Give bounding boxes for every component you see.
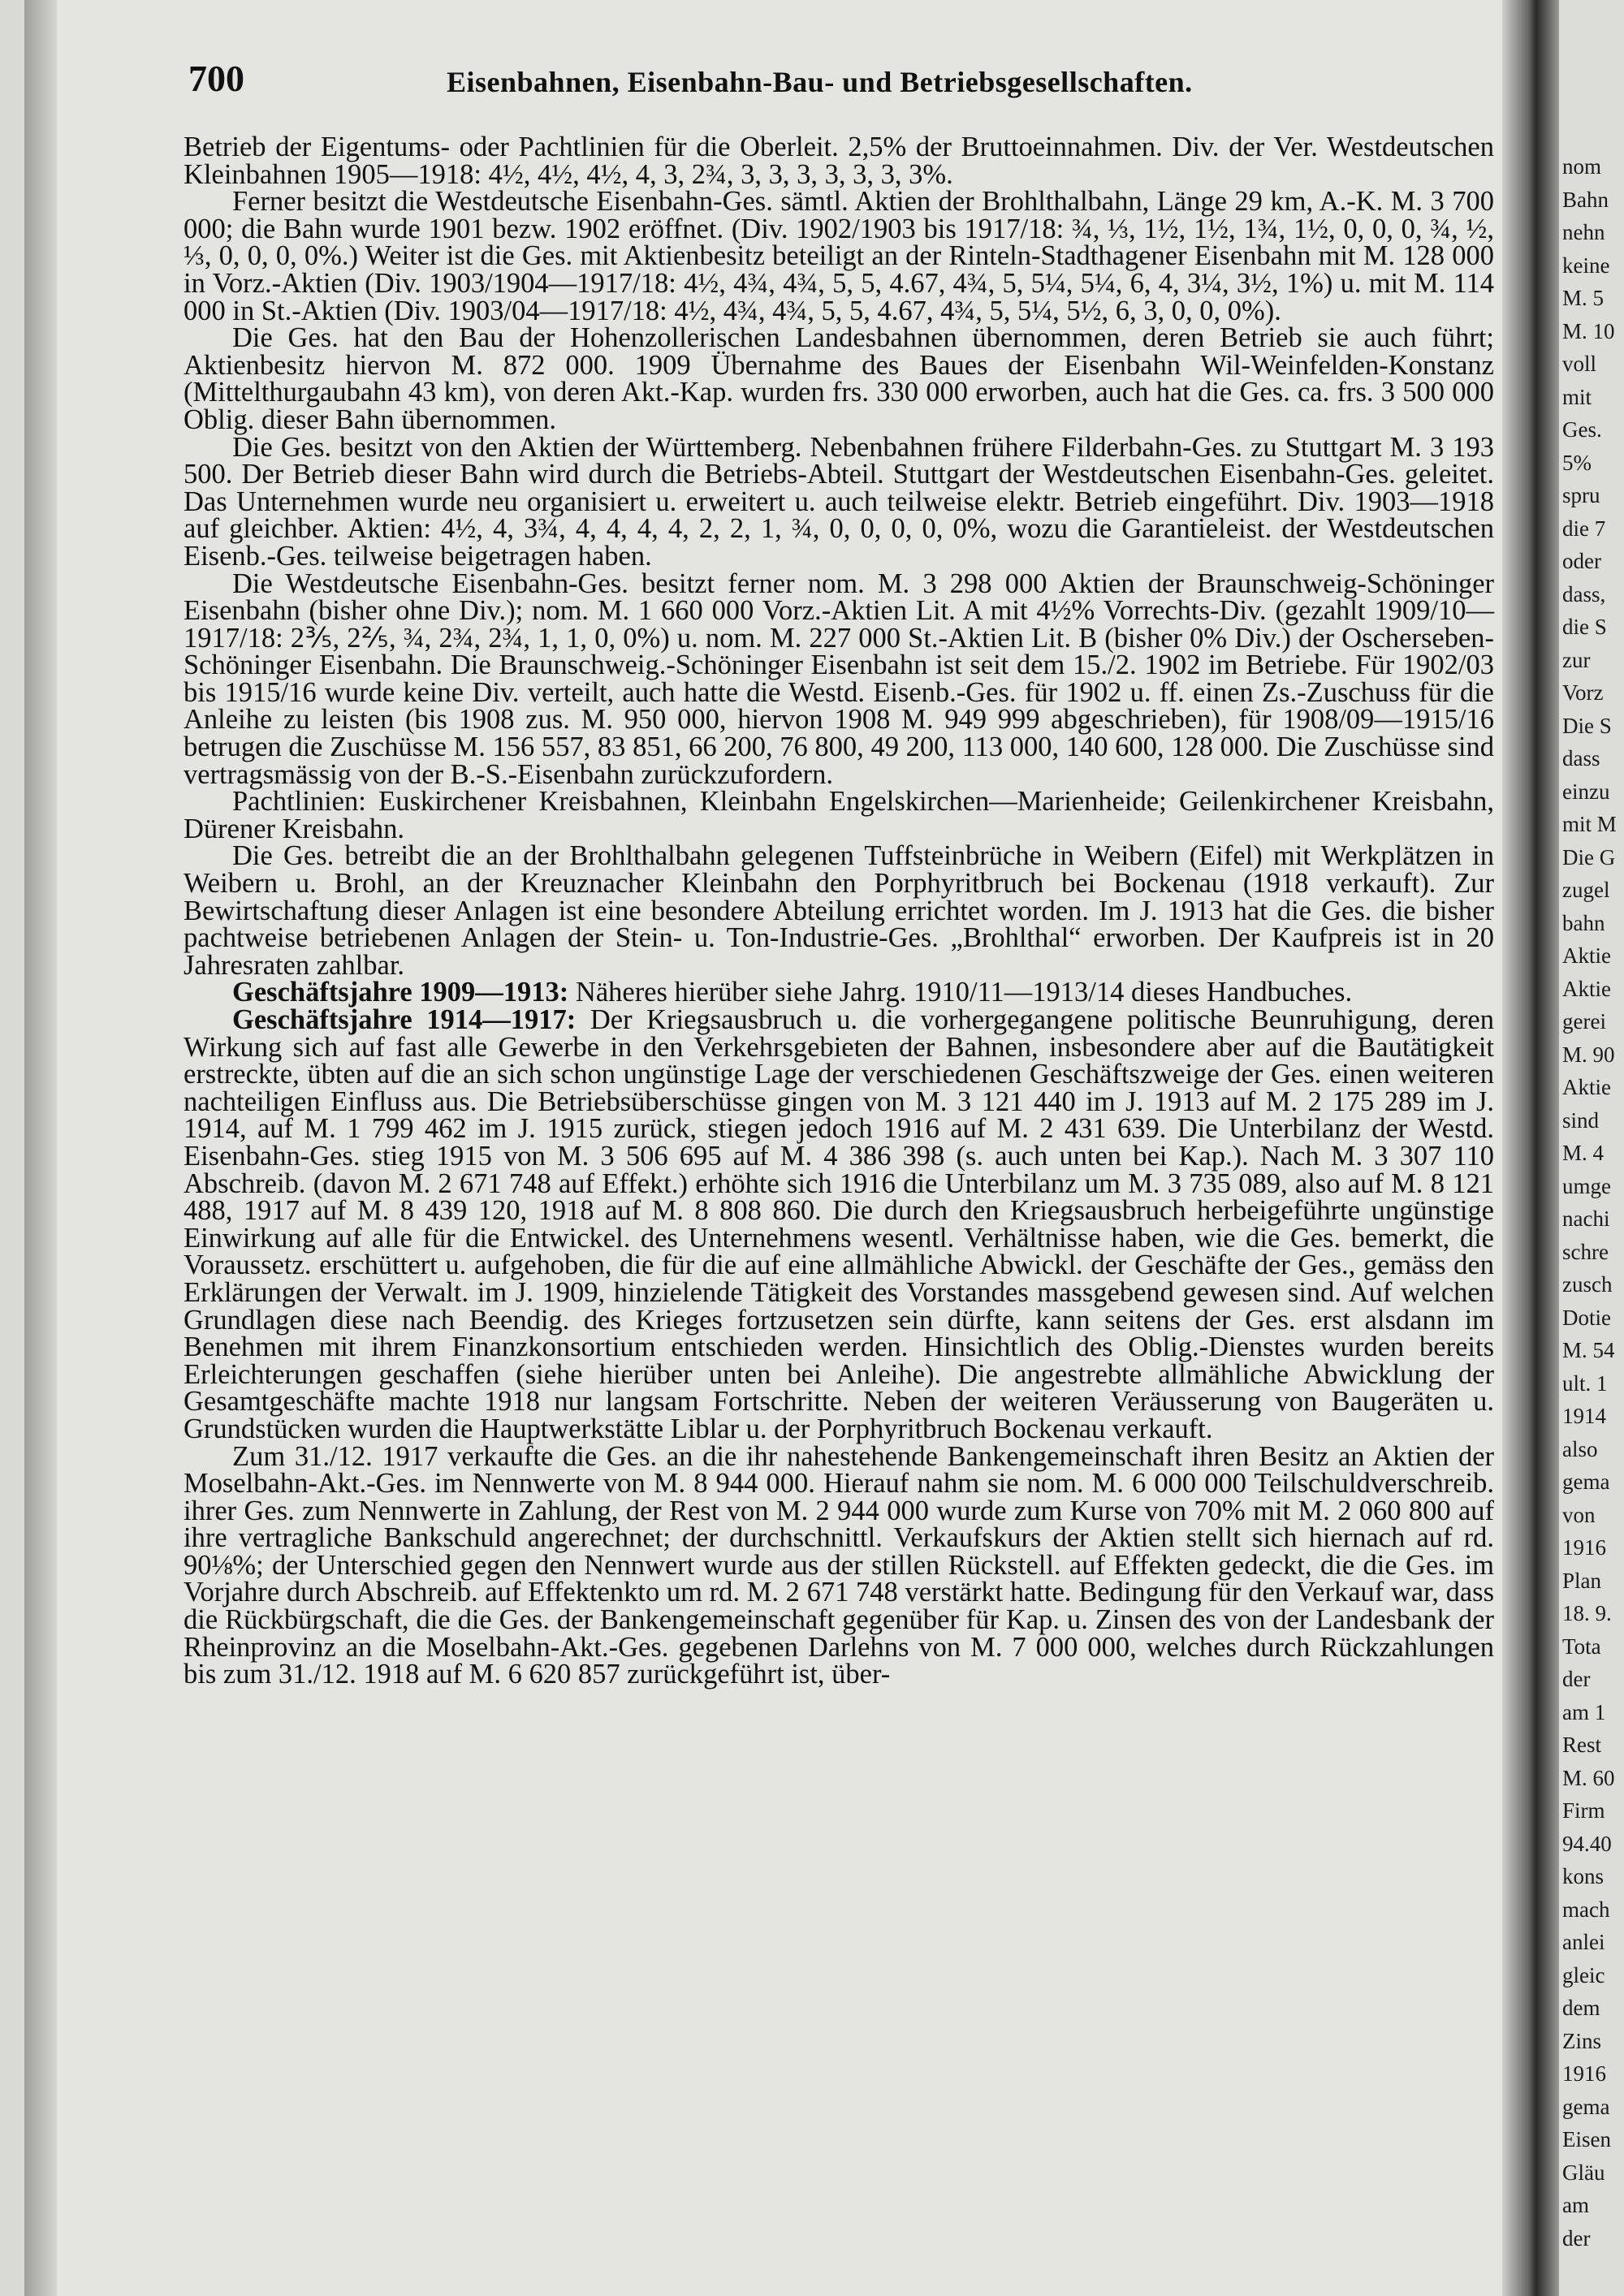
adjacent-page-fragment: dass bbox=[1562, 746, 1600, 770]
adjacent-page-fragment: Aktie bbox=[1562, 976, 1611, 1001]
adjacent-page-fragment: gerei bbox=[1562, 1009, 1606, 1034]
adjacent-page-fragment: 1916 bbox=[1562, 1535, 1606, 1560]
adjacent-page-fragment: dass, bbox=[1562, 581, 1606, 606]
adjacent-page-fragment: Plan bbox=[1562, 1568, 1602, 1593]
adjacent-page-fragment: nom bbox=[1562, 154, 1602, 179]
paragraph: Betrieb der Eigentums- oder Pachtlinien für die Oberleit. 2,5% der Bruttoeinnahmen. Div. der Ver. Westdeutschen Kleinbahnen 1905—1918: 4½, 4½, 4½, 4, 3, 2¾, 3, 3, 3, 3, 3, 3, 3%. bbox=[184, 132, 1494, 190]
adjacent-page-fragment: M. 5 bbox=[1562, 286, 1605, 310]
adjacent-page-strip bbox=[1559, 0, 1624, 2296]
page-edge-shadow bbox=[24, 0, 57, 2296]
adjacent-page-fragment: 1916 bbox=[1562, 2061, 1606, 2086]
adjacent-page-fragment: 94.40 bbox=[1562, 1831, 1612, 1856]
adjacent-page-fragment: Gläu bbox=[1562, 2160, 1605, 2185]
adjacent-page-fragment: Dotie bbox=[1562, 1305, 1611, 1330]
adjacent-page-fragment: Firm bbox=[1562, 1798, 1605, 1823]
adjacent-page-fragment: also bbox=[1562, 1436, 1598, 1461]
adjacent-page-fragment: keine bbox=[1562, 252, 1610, 278]
adjacent-page-fragment: Zins bbox=[1562, 2028, 1602, 2053]
adjacent-page-fragment: 1914 bbox=[1562, 1404, 1606, 1428]
adjacent-page-fragment: Aktie bbox=[1562, 1075, 1611, 1099]
adjacent-page-fragment: Ges. bbox=[1562, 417, 1602, 442]
adjacent-page-fragment: oder bbox=[1562, 549, 1601, 573]
paragraph-with-heading bbox=[184, 979, 1494, 1007]
adjacent-page-fragment: mach bbox=[1562, 1897, 1610, 1922]
adjacent-page-fragment: die S bbox=[1562, 615, 1607, 639]
adjacent-page-fragment: sind bbox=[1562, 1107, 1600, 1133]
page-body bbox=[184, 134, 1494, 1689]
section-heading: Geschäftsjahre 1914—1917: bbox=[232, 1004, 577, 1035]
adjacent-page-fragment: die 7 bbox=[1562, 516, 1606, 541]
adjacent-page-fragment: der bbox=[1562, 2225, 1591, 2251]
adjacent-page-fragment: zur bbox=[1562, 647, 1591, 672]
adjacent-page-fragment: spru bbox=[1562, 483, 1600, 507]
adjacent-page-fragment: Bahn bbox=[1562, 187, 1609, 212]
adjacent-page-fragment: am 1 bbox=[1562, 1699, 1606, 1724]
page-header bbox=[188, 57, 1488, 106]
adjacent-page-fragment: mit bbox=[1562, 384, 1592, 409]
adjacent-page-fragment: 5% bbox=[1562, 450, 1592, 475]
paragraph-with-heading bbox=[184, 1004, 1494, 1444]
adjacent-page-fragment: ult. 1 bbox=[1562, 1370, 1608, 1396]
paragraph: Die Westdeutsche Eisenbahn-Ges. besitzt ferner nom. M. 3 298 000 Aktien der Braunschweig-Schöninger Eisenbahn (bisher ohne Div.); nom. M. 1 660 000 Vorz.-Aktien Lit. A mit 4½% Vorrechts-Div. (gezahlt 1909/10—1917/18: 2⅗, 2⅖, ¾, 2¾, 2¾, 1, 1, 0, 0%) u. nom. M. 227 000 St.-Aktien Lit. B (bisher 0% Div.) der Oscherseben-Schöninger Eisenbahn. Die Braunschweig.-Schöninger Eisenbahn ist seit dem 15./2. 1902 im Betriebe. Für 1902/03 bis 1915/16 wurde keine Div. verteilt, auch hatte die Westd. Eisenb.-Ges. für 1902 u. ff. einen Zs.-Zuschuss für die Anleihe zu leisten (bis 1908 zus. M. 950 000, hiervon 1908 M. 949 999 abgeschrieben), für 1908/09—1915/16 betrugen die Zuschüsse M. 156 557, 83 851, 66 200, 76 800, 49 200, 113 000, 140 600, 128 000. Die Zuschüsse sind vertragsmässig von der B.-S.-Eisenbahn zurückzufordern. bbox=[184, 568, 1494, 790]
adjacent-page-fragment: M. 60 bbox=[1562, 1765, 1615, 1790]
paragraph: Die Ges. hat den Bau der Hohenzollerischen Landesbahnen übernommen, deren Betrieb sie auch führt; Aktienbesitz hiervon M. 872 000. 1909 Übernahme des Baues der Eisenbahn Wil-Weinfelden-Konstanz (Mittelthurgaubahn 43 km), von deren Akt.-Kap. wurden frs. 330 000 erworben, auch hat die Ges. ca. frs. 3 500 000 Oblig. dieser Bahn übernommen. bbox=[184, 322, 1494, 435]
adjacent-page-fragment: Rest bbox=[1562, 1733, 1602, 1757]
adjacent-page-fragment: von bbox=[1562, 1502, 1596, 1527]
adjacent-page-fragment: Die S bbox=[1562, 713, 1612, 738]
adjacent-page-fragment: gema bbox=[1562, 2094, 1610, 2119]
adjacent-page-fragment: M. 54 bbox=[1562, 1338, 1615, 1362]
paragraph-text: Näheres hierüber siehe Jahrg. 1910/11—1913/14 dieses Handbuches. bbox=[575, 977, 1353, 1008]
adjacent-page-fragment: voll bbox=[1562, 352, 1597, 376]
adjacent-page-fragment: Tota bbox=[1562, 1634, 1601, 1659]
paragraph: Die Ges. besitzt von den Aktien der Württemberg. Nebenbahnen frühere Filderbahn-Ges. zu Stuttgart M. 3 193 500. Der Betrieb dieser Bahn wird durch die Betriebs-Abteil. Stuttgart der Westdeutschen Eisenbahn-Ges. geleitet. Das Unternehmen wurde neu organisiert u. erweitert u. auch teilweise elektr. Betrieb eingeführt. Div. 1903—1918 auf gleichber. Aktien: 4½, 4, 3¾, 4, 4, 4, 4, 2, 2, 1, ¾, 0, 0, 0, 0, 0%, wozu die Garantieleist. der Westdeutschen Eisenb.-Ges. teilweise beigetragen haben. bbox=[184, 431, 1494, 572]
adjacent-page-fragment: M. 90 bbox=[1562, 1042, 1615, 1067]
paragraph-text: Der Kriegsausbruch u. die vorhergegangene politische Beunruhigung, deren Wirkung sich auf fast alle Gewerbe in den Verkehrsgebieten der Bahnen, insbesondere aber auf die Bautätigkeit erstreckte, übten auf die an sich schon ungünstige Lage der verschiedenen Geschäftszweige der Ges. einen weiteren nachteiligen Einfluss aus. Die Betriebsüberschüsse gingen von M. 3 121 440 im J. 1913 auf M. 2 175 289 im J. 1914, auf M. 1 799 462 im J. 1915 zurück, stiegen jedoch 1916 auf M. 2 431 639. Die Unterbilanz der Westd. Eisenbahn-Ges. stieg 1915 von M. 3 506 695 auf M. 4 386 398 (s. auch unten bei Kap.). Nach M. 3 307 110 Abschreib. (davon M. 2 671 748 auf Effekt.) erhöhte sich 1916 die Unterbilanz um M. 3 735 089, also auf M. 8 121 488, 1917 auf M. 8 439 120, 1918 auf M. 8 808 860. Die durch den Kriegsausbruch herbeigeführte ungünstige Einwirkung auf alle für die Entwickel. des Unternehmens wesentl. Verhältnisse haben, wie die Ges. bemerkt, die Voraussetz. erschüttert u. aufgehoben, die für die auf eine allmähliche Abwickl. der Geschäfte der Ges., gemäss den Erklärungen der Verwalt. im J. 1909, hinzielende Tätigkeit des Vorstandes massgebend gewesen sind. Auf welchen Grundlagen diese nach Beendig. des Krieges fortzusetzen sein dürfte, kann seitens der Ges. erst alsdann im Benehmen mit ihrem Finanzkonsortium entschieden werden. Hinsichtlich des Oblig.-Dienstes wurden bereits Erleichterungen geschaffen (siehe hierüber unten bei Anleihe). Die angestrebte allmähliche Abwicklung der Gesamtgeschäfte machte 1918 nur langsam Fortschritte. Neben der weiteren Veräusserung von Baugeräten u. Grundstücken wurden die Hauptwerkstätte Liblar u. der Porphyritbruch Bockenau verkauft. bbox=[184, 1004, 1494, 1444]
book-page bbox=[24, 0, 1543, 2296]
paragraph: Ferner besitzt die Westdeutsche Eisenbahn-Ges. sämtl. Aktien der Brohlthalbahn, Länge 29 km, A.-K. M. 3 700 000; die Bahn wurde 1901 bezw. 1902 eröffnet. (Div. 1902/1903 bis 1917/18: ¾, ⅓, 1½, 1½, 1¾, 1½, 0, 0, 0, ¾, ½, ⅓, 0, 0, 0, 0%.) Weiter ist die Ges. mit Aktienbesitz beteiligt an der Rinteln-Stadthagener Eisenbahn mit M. 128 000 in Vorz.-Aktien (Div. 1903/1904—1917/18: 4½, 4¾, 4¾, 5, 5, 4.67, 4¾, 5, 5¼, 5¼, 6, 4, 3¼, 3½, 1%) u. mit M. 114 000 in St.-Aktien (Div. 1903/04—1917/18: 4½, 4¾, 4¾, 5, 5, 4.67, 4¾, 5, 5¼, 5½, 6, 3, 0, 0, 0%). bbox=[184, 186, 1494, 326]
paragraph: Die Ges. betreibt die an der Brohlthalbahn gelegenen Tuffsteinbrüche in Weibern (Eifel) mit Werkplätzen in Weibern u. Brohl, an der Kreuznacher Kleinbahn den Porphyritbruch bei Bockenau (1918 verkauft). Zur Bewirtschaftung dieser Anlagen ist eine besondere Abteilung errichtet worden. Im J. 1913 hat die Ges. die bisher pachtweise betriebenen Anlagen der Stein- u. Ton-Industrie-Ges. „Brohlthal“ erworben. Der Kaufpreis ist in 20 Jahresraten zahlbar. bbox=[184, 840, 1494, 981]
adjacent-page-fragment: Vorz bbox=[1562, 680, 1604, 705]
adjacent-page-fragment: gema bbox=[1562, 1470, 1610, 1494]
adjacent-page-fragment: Eisen bbox=[1562, 2127, 1611, 2151]
adjacent-page-fragment: 18. 9. bbox=[1562, 1601, 1612, 1625]
adjacent-page-fragment: einzu bbox=[1562, 779, 1610, 804]
book-gutter bbox=[1502, 0, 1559, 2296]
adjacent-page-fragment: umge bbox=[1562, 1173, 1611, 1198]
page-number: 700 bbox=[188, 58, 244, 99]
adjacent-page-fragment: kons bbox=[1562, 1864, 1605, 1888]
adjacent-page-fragment: nachi bbox=[1562, 1206, 1610, 1231]
adjacent-page-fragment: M. 4 bbox=[1562, 1141, 1605, 1165]
adjacent-page-fragment: M. 10 bbox=[1562, 318, 1615, 343]
running-title: Eisenbahnen, Eisenbahn-Bau- und Betriebsgesellschaften. bbox=[447, 66, 1193, 98]
adjacent-page-fragment: dem bbox=[1562, 1996, 1600, 2020]
adjacent-page-fragment: schre bbox=[1562, 1239, 1609, 1264]
adjacent-page-fragment: der bbox=[1562, 1667, 1591, 1691]
adjacent-page-fragment: Aktie bbox=[1562, 943, 1611, 968]
adjacent-page-fragment: nehn bbox=[1562, 220, 1605, 244]
paragraph: Zum 31./12. 1917 verkaufte die Ges. an die ihr nahestehende Bankengemeinschaft ihren Besitz an Aktien der Moselbahn-Akt.-Ges. im Nennwerte von M. 8 944 000. Hierauf nahm sie nom. M. 6 000 000 Teilschuldverschreib. ihrer Ges. zum Nennwerte in Zahlung, der Rest von M. 2 944 000 wurde zum Kurse von 70% mit M. 2 060 800 auf ihre vertragliche Bankschuld angerechnet; der durchschnittl. Verkaufskurs der Aktien stellt sich hiernach auf rd. 90⅛%; der Unterschied gegen den Nennwert wurde aus der stillen Rückstell. auf Effekten gedeckt, die die Ges. im Vorjahre durch Abschreib. auf Effektenkto um rd. M. 2 671 748 verstärkt hatte. Bedingung für den Verkauf war, dass die Rückbürgschaft, die die Ges. der Bankengemeinschaft gegenüber für Kap. u. Zinsen des von der Landesbank der Rheinprovinz an die Moselbahn-Akt.-Ges. gegebenen Darlehns von M. 7 000 000, welches durch Rückzahlungen bis zum 31./12. 1918 auf M. 6 620 857 zurückgeführt ist, über- bbox=[184, 1440, 1494, 1690]
adjacent-page-fragment: zusch bbox=[1562, 1272, 1613, 1297]
section-heading: Geschäftsjahre 1909—1913: bbox=[232, 977, 569, 1008]
adjacent-page-fragment: anlei bbox=[1562, 1930, 1605, 1954]
adjacent-page-fragment: zugel bbox=[1562, 878, 1610, 902]
adjacent-page-fragment: Die G bbox=[1562, 844, 1616, 870]
adjacent-page-fragment: gleic bbox=[1562, 1962, 1605, 1987]
adjacent-page-fragment: mit M bbox=[1562, 812, 1617, 836]
adjacent-page-fragment: bahn bbox=[1562, 910, 1605, 935]
paragraph: Pachtlinien: Euskirchener Kreisbahnen, Kleinbahn Engelskirchen—Marienheide; Geilenkirchener Kreisbahn, Dürener Kreisbahn. bbox=[184, 786, 1494, 844]
adjacent-page-fragment: am bbox=[1562, 2193, 1589, 2217]
